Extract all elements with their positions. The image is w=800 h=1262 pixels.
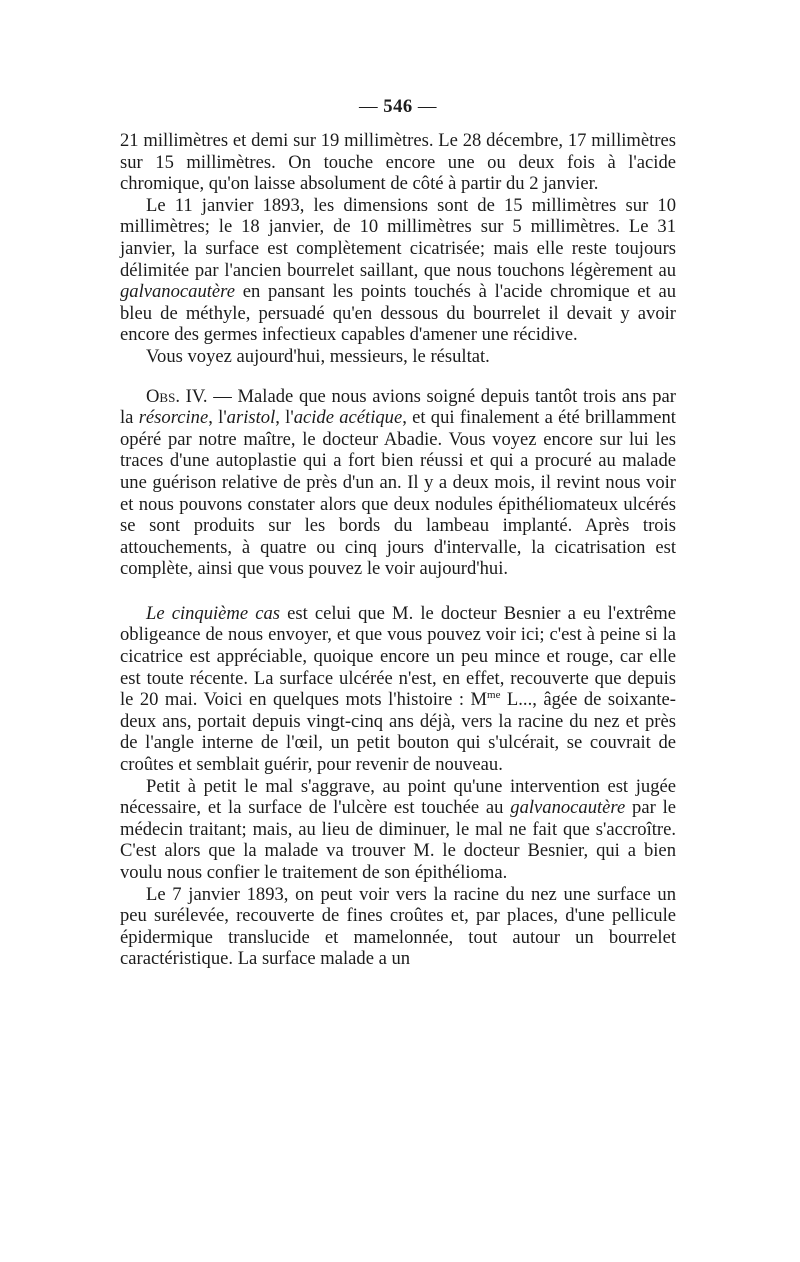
paragraph-aggravation [120, 776, 676, 884]
paragraph-4-italic-2: aristol [226, 407, 276, 429]
page-number: 546 [383, 96, 413, 117]
paragraph-2-italic: galvanocautère [120, 281, 235, 303]
paragraph-5-text-a: est celui que M. le docteur Besnier a eu l'extrême obligeance de nous envoyer, et que vous pouvez voir ici; c'est à peine si la cicatrice est appréciable, quoique encore un peu mince et rouge, car elle est toute récente. La surface ulcérée n'est, en effet, recouverte que depuis le 20 mai. Voici en quelques mots l'histoire : M [120, 602, 676, 711]
paragraph-4-text-c: , l' [275, 407, 294, 429]
paragraph-fifth-case [120, 603, 676, 776]
paragraph-result [120, 346, 676, 368]
page-header-dash-left: — [359, 96, 379, 117]
page-header [120, 96, 676, 120]
paragraph-3-text: Vous voyez aujourd'hui, messieurs, le résultat. [146, 345, 490, 367]
paragraph-5-italic: Le cinquième cas [146, 602, 280, 624]
paragraph-january-dimensions [120, 195, 676, 346]
paragraph-7-text: Le 7 janvier 1893, on peut voir vers la racine du nez une surface un peu surélevée, recouverte de fines croûtes et, par places, d'une pellicule épidermique translucide et mamelonnée, tout autour un bourrelet caractéristique. La surface malade a un [120, 883, 676, 970]
paragraph-6-text-a: Petit à petit le mal s'aggrave, au point qu'une intervention est jugée nécessaire, et la surface de l'ulcère est touchée au [120, 775, 676, 819]
paragraph-4-text-b: , l' [208, 407, 227, 429]
paragraph-4-italic-1: résorcine [138, 407, 209, 429]
paragraph-4-text-d: , et qui finalement a été brillamment opéré par notre maître, le docteur Abadie. Vous voyez encore sur lui les traces d'une autoplastie qui a fort bien réussi et qui a procuré au malade une guérison relative de près d'un an. Il y a deux mois, il revint nous voir et nous pouvons constater alors que deux nodules épithéliomateux ulcérés se sont produits sur les bords du lambeau implanté. Après trois attouchements, à quatre ou cinq jours d'intervalle, la cicatrisation est complète, ainsi que vous pouvez le voir aujourd'hui. [120, 407, 676, 580]
paragraph-4-italic-3: acide acétique [293, 407, 403, 429]
paragraph-4-text-a: — Malade que nous avions soigné depuis tantôt trois ans par la [120, 385, 676, 429]
page-header-dash-right: — [417, 96, 437, 117]
book-page [120, 96, 676, 970]
paragraph-january-7 [120, 884, 676, 970]
observation-label: Obs. IV. [146, 385, 208, 407]
paragraph-2-text-a: Le 11 janvier 1893, les dimensions sont de 15 millimètres sur 10 millimètres; le 18 janvier, de 10 millimètres sur 5 millimètres. Le 31 janvier, la surface est complètement cicatrisée; mais elle reste toujours délimitée par l'ancien bourrelet saillant, que nous touchons légèrement au [120, 194, 676, 281]
paragraph-5-text-b: L..., âgée de soixante-deux ans, portait depuis vingt-cinq ans déjà, vers la racine du nez et près de l'angle interne de l'œil, un petit bouton qui s'ulcérait, se couvrait de croûtes et semblait guérir, pour revenir de nouveau. [120, 689, 677, 776]
paragraph-5-superscript: me [487, 689, 501, 702]
paragraph-2-text-b: en pansant les points touchés à l'acide chromique et au bleu de méthyle, persuadé qu'en dessous du bourrelet il devait y avoir encore des germes infectieux capables d'amener une récidive. [120, 281, 676, 346]
paragraph-observation-iv [120, 386, 676, 580]
paragraph-1-text: 21 millimètres et demi sur 19 millimètres. Le 28 décembre, 17 millimètres sur 15 millimètres. On touche encore une ou deux fois à l'acide chromique, qu'on laisse absolument de côté à partir du 2 janvier. [120, 130, 676, 195]
paragraph-6-text-b: par le médecin traitant; mais, au lieu de diminuer, le mal ne fait que s'accroître. C'est alors que la malade va trouver M. le docteur Besnier, qui a bien voulu nous confier le traitement de son épithélioma. [120, 797, 676, 883]
paragraph-continuation [120, 130, 676, 195]
paragraph-6-italic: galvanocautère [510, 797, 626, 819]
